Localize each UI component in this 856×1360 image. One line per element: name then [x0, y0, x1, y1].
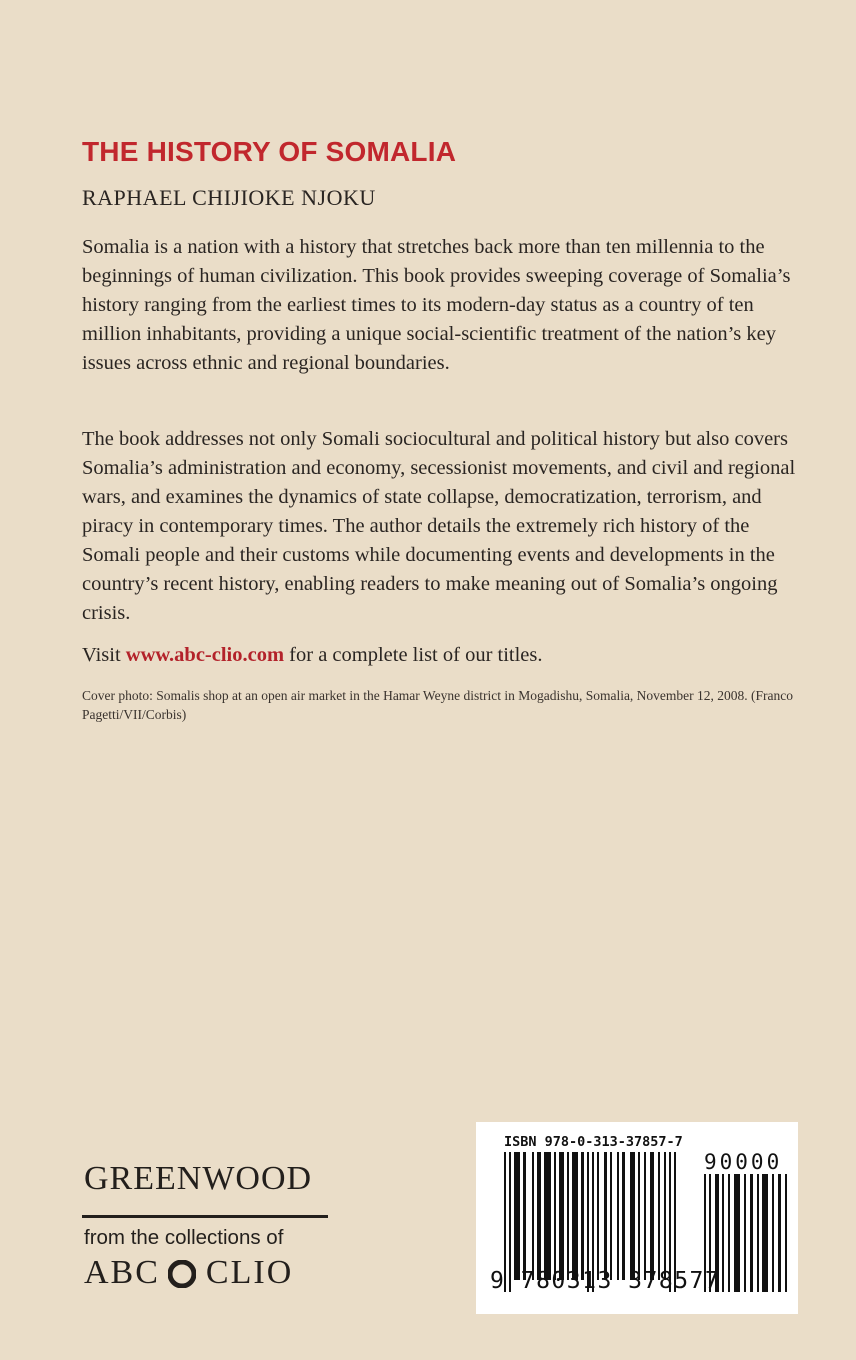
barcode-digits: [490, 1268, 720, 1294]
isbn-label: ISBN 978-0-313-37857-7: [504, 1134, 683, 1150]
visit-prefix: Visit: [82, 644, 126, 666]
abc-clio-circle-logo-icon: [168, 1259, 196, 1287]
description-paragraph-1: Somalia is a nation with a history that stretches back more than ten millennia to the beginnings of human civilization. This book provides sweeping coverage of Somalia’s history ranging from the earliest times to its modern-day status as a country of ten million inhabitants, providing a unique social-scientific treatment of the nation’s key issues across ethnic and regional boundaries.: [82, 236, 791, 374]
isbn-barcode: [476, 1122, 798, 1314]
visit-suffix: for a complete list of our titles.: [284, 644, 543, 666]
visit-line: [82, 644, 543, 667]
cover-photo-credit: Cover photo: Somalis shop at an open air market in the Hamar Weyne district in Mogadishu, Somalia, November 12, 2008. (Franco Pagetti/VII/Corbis): [82, 688, 794, 722]
barcode-first-digit: 9: [490, 1268, 506, 1294]
imprint-logo: GREENWOOD: [84, 1160, 313, 1197]
parent-publisher-logo: [84, 1254, 293, 1292]
clio-text: CLIO: [205, 1254, 294, 1291]
description-paragraph-2: The book addresses not only Somali sociocultural and political history but also covers Somalia’s administration and economy, secessionist movements, and civil and regional wars, and examines the dynamics of state collapse, democratization, terrorism, and piracy in contemporary times. The author details the extremely rich history of the Somali people and their customs while documenting events and developments in the country’s recent history, enabling readers to make meaning out of Somalia’s ongoing crisis.: [82, 428, 796, 624]
publisher-website-link[interactable]: www.abc-clio.com: [125, 644, 285, 666]
book-author: RAPHAEL CHIJIOKE NJOKU: [82, 185, 376, 210]
barcode-digits-group-1: 780313: [520, 1268, 613, 1294]
abc-text: ABC: [84, 1254, 160, 1291]
publisher-tagline: from the collections of: [84, 1226, 284, 1249]
logo-divider: [82, 1215, 328, 1218]
barcode-digits-group-2: 378577: [628, 1268, 721, 1294]
book-title: THE HISTORY OF SOMALIA: [82, 136, 457, 167]
price-code: 90000: [704, 1150, 783, 1174]
